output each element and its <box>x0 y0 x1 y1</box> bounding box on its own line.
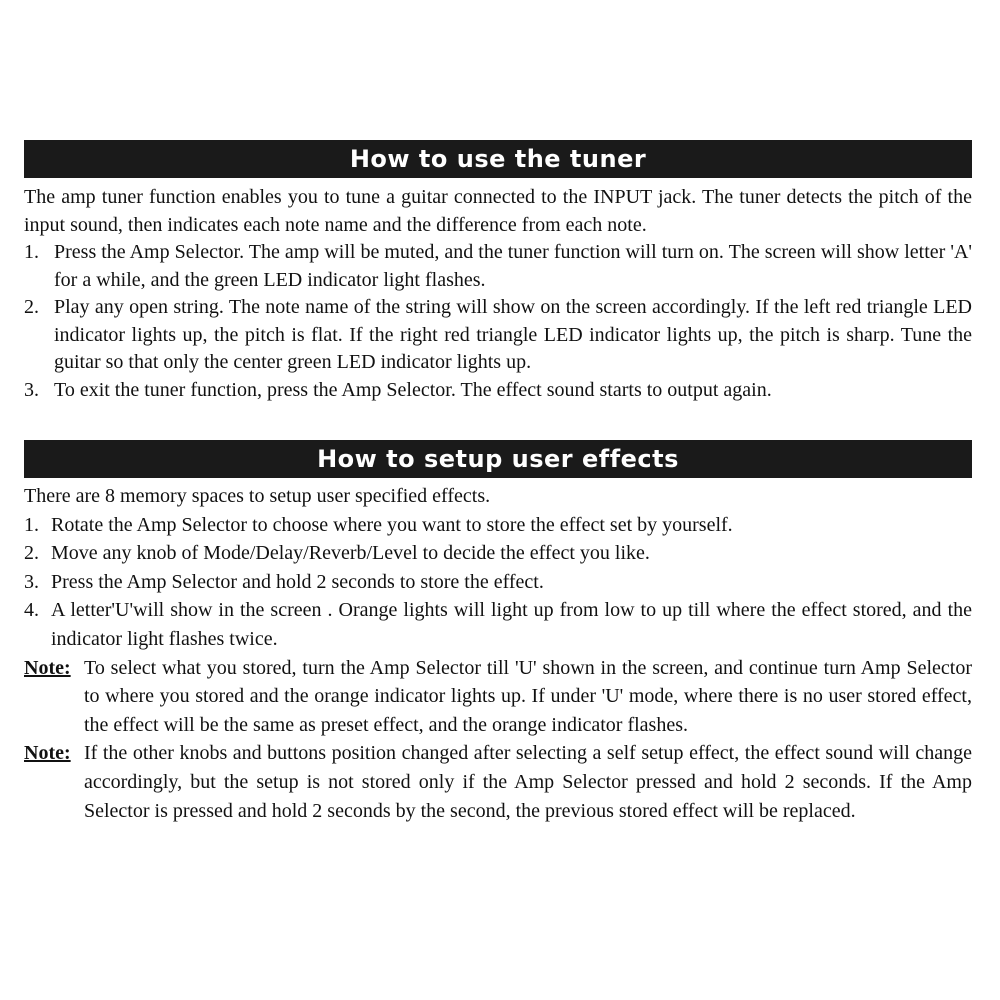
user-effects-step <box>24 568 972 597</box>
tuner-intro: The amp tuner function enables you to tune a guitar connected to the INPUT jack. The tuner detects the pitch of the input sound, then indicates each note name and the difference from each note. <box>24 186 972 236</box>
step-number: 3. <box>24 378 39 401</box>
step-number: 1. <box>24 513 39 536</box>
note-label: Note: <box>24 656 71 679</box>
step-number: 3. <box>24 570 39 593</box>
user-effects-title: How to setup user effects <box>317 445 679 473</box>
step-text: To exit the tuner function, press the Amp Selector. The effect sound starts to output again. <box>54 378 772 401</box>
step-text: Play any open string. The note name of the string will show on the screen accordingly. If the left red triangle LED indicator lights up, the pitch is flat. If the right red triangle LED indicator lights up, the pitch is sharp. Tune the guitar so that only the center green LED indicator lights up. <box>54 296 972 373</box>
tuner-step <box>24 239 972 294</box>
step-number: 2. <box>24 296 39 318</box>
tuner-section <box>24 140 972 404</box>
tuner-step <box>24 377 972 405</box>
step-text: Press the Amp Selector. The amp will be muted, and the tuner function will turn on. The screen will show letter 'A' for a while, and the green LED indicator light flashes. <box>54 241 972 291</box>
user-effects-step <box>24 511 972 540</box>
step-number: 1. <box>24 241 39 263</box>
step-text: Move any knob of Mode/Delay/Reverb/Level to decide the effect you like. <box>51 542 650 565</box>
note-block <box>24 654 972 740</box>
tuner-header <box>24 140 972 178</box>
step-text: Rotate the Amp Selector to choose where you want to store the effect set by yourself. <box>51 513 733 536</box>
step-number: 2. <box>24 542 39 565</box>
step-text: A letter'U'will show in the screen . Orange lights will light up from low to up till where the effect stored, and the indicator light flashes twice. <box>51 599 972 650</box>
note-block <box>24 739 972 825</box>
user-effects-step <box>24 596 972 653</box>
note-label: Note: <box>24 742 71 765</box>
user-effects-section <box>24 440 972 825</box>
note-text: To select what you stored, turn the Amp Selector till 'U' shown in the screen, and continue turn Amp Selector to where you stored and the orange indicator lights up. If under 'U' mode, where there is no user stored effect, the effect will be the same as preset effect, and the orange indicator flashes. <box>84 656 972 736</box>
tuner-step <box>24 294 972 377</box>
user-effects-header <box>24 440 972 478</box>
step-text: Press the Amp Selector and hold 2 seconds to store the effect. <box>51 570 544 593</box>
tuner-title: How to use the tuner <box>349 145 647 173</box>
user-effects-intro: There are 8 memory spaces to setup user specified effects. <box>24 485 491 507</box>
user-effects-step <box>24 539 972 568</box>
note-text: If the other knobs and buttons position changed after selecting a self setup effect, the effect sound will change accordingly, but the setup is not stored only if the Amp Selector pressed and hold 2 seconds. If the Amp Selector is pressed and hold 2 seconds by the second, the previous stored effect will be replaced. <box>84 742 972 822</box>
tuner-content <box>24 184 972 404</box>
user-effects-content <box>24 482 972 825</box>
step-number: 4. <box>24 599 39 622</box>
